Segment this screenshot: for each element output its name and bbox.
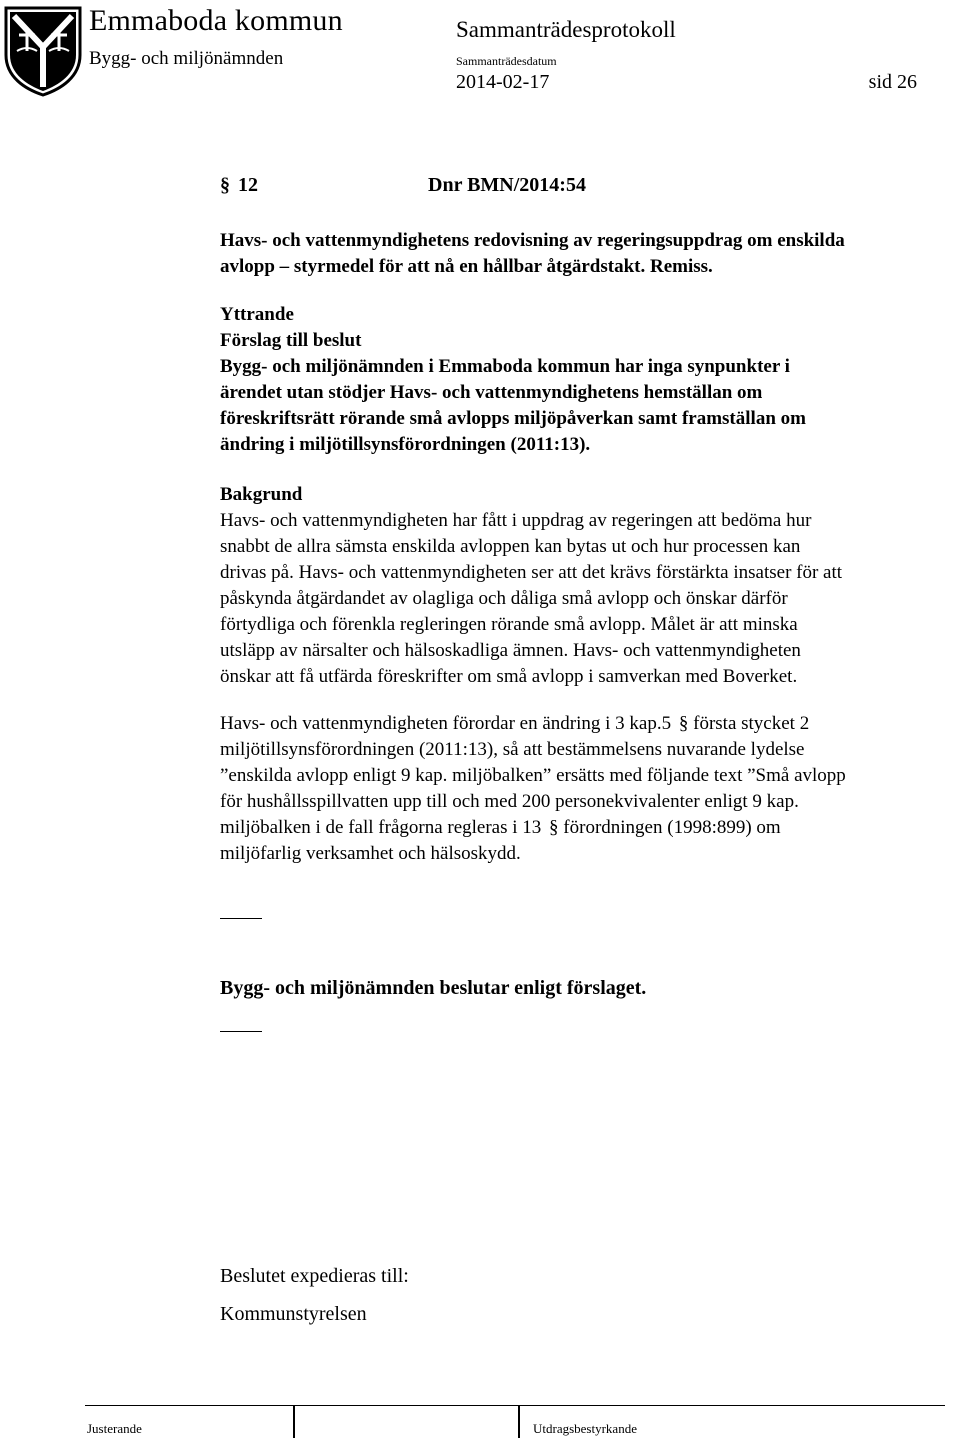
footer-line [85, 1405, 945, 1406]
page-number: sid 26 [868, 71, 917, 93]
distribution-label: Beslutet expedieras till: [220, 1265, 409, 1287]
item-number: 12 [238, 174, 258, 196]
background-line: Havs- och vattenmyndigheten har fått i uppdrag av regeringen att bedöma hur [220, 510, 812, 531]
section-sign: § [549, 817, 559, 838]
background-section [220, 482, 940, 690]
statement-line: ärendet utan stödjer Havs- och vattenmyndighetens hemställan om [220, 382, 763, 403]
municipal-coat-of-arms-logo [3, 5, 83, 97]
item-title-line: avlopp – styrmedel för att nå en hållbar åtgärdstakt. Remiss. [220, 256, 713, 277]
amendment-line: miljötillsynsförordningen (2011:13), så att bestämmelsens nuvarande lydelse [220, 739, 805, 760]
background-line: utsläpp av närsalter och hälsoskadliga ämnen. Havs- och vattenmyndigheten [220, 640, 801, 661]
amendment-line: för hushållsspillvatten upp till och med 200 personekvivalenter enligt 9 kap. [220, 791, 799, 812]
background-heading: Bakgrund [220, 484, 303, 505]
document-type: Sammanträdesprotokoll [456, 17, 676, 42]
amendment-text: första stycket 2 [693, 713, 810, 734]
case-number: Dnr BMN/2014:54 [428, 174, 586, 196]
amendment-paragraph [220, 711, 940, 867]
distribution-recipient: Kommunstyrelsen [220, 1303, 367, 1325]
certification-label: Utdragsbestyrkande [533, 1421, 637, 1436]
amendment-text: förordningen (1998:899) om [563, 817, 781, 838]
amendment-line [220, 815, 940, 841]
amendment-text: Havs- och vattenmyndigheten förordar en ändring i 3 kap.5 [220, 713, 672, 734]
adjuster-label: Justerande [87, 1421, 142, 1436]
municipality-name: Emmaboda kommun [89, 4, 343, 37]
background-line: önskar att få utfärda föreskrifter om små avlopp i samverkan med Boverket. [220, 666, 798, 687]
separator-line [220, 1031, 262, 1032]
item-title-line: Havs- och vattenmyndighetens redovisning av regeringsuppdrag om enskilda [220, 230, 845, 251]
footer-divider [293, 1405, 295, 1438]
item-title [220, 228, 940, 280]
statement-line: Bygg- och miljönämnden i Emmaboda kommun har inga synpunkter i [220, 356, 790, 377]
amendment-line [220, 711, 940, 737]
section-sign: § [220, 174, 230, 196]
meeting-date-label: Sammanträdesdatum [456, 54, 557, 68]
decision-text: Bygg- och miljönämnden beslutar enligt förslaget. [220, 977, 647, 999]
statement-section [220, 302, 940, 458]
amendment-line: ”enskilda avlopp enligt 9 kap. miljöbalken” ersätts med följande text ”Små avlopp [220, 765, 846, 786]
background-line: drivas på. Havs- och vattenmyndigheten ser att det krävs förstärkta insatser för att [220, 562, 843, 583]
proposal-heading: Förslag till beslut [220, 330, 362, 351]
background-line: förtydliga och förenkla regleringen rörande små avlopp. Målet är att minska [220, 614, 798, 635]
background-line: snabbt de allra sämsta enskilda avloppen kan bytas ut och hur processen kan [220, 536, 801, 557]
amendment-line: miljöfarlig verksamhet och hälsoskydd. [220, 843, 521, 864]
item-number-line [220, 174, 586, 197]
background-line: påskynda åtgärdandet av olagliga och dåliga små avlopp och önskar därför [220, 588, 788, 609]
meeting-date: 2014-02-17 [456, 71, 550, 93]
amendment-text: miljöbalken i de fall frågorna regleras i 13 [220, 817, 542, 838]
footer-divider [518, 1405, 520, 1438]
statement-line: föreskriftsrätt rörande små avlopps miljöpåverkan samt framställan om [220, 408, 806, 429]
section-sign: § [678, 713, 689, 734]
statement-heading: Yttrande [220, 304, 294, 325]
department-name: Bygg- och miljönämnden [89, 48, 284, 69]
statement-line: ändring i miljötillsynsförordningen (2011:13). [220, 434, 591, 455]
separator-line [220, 918, 262, 919]
